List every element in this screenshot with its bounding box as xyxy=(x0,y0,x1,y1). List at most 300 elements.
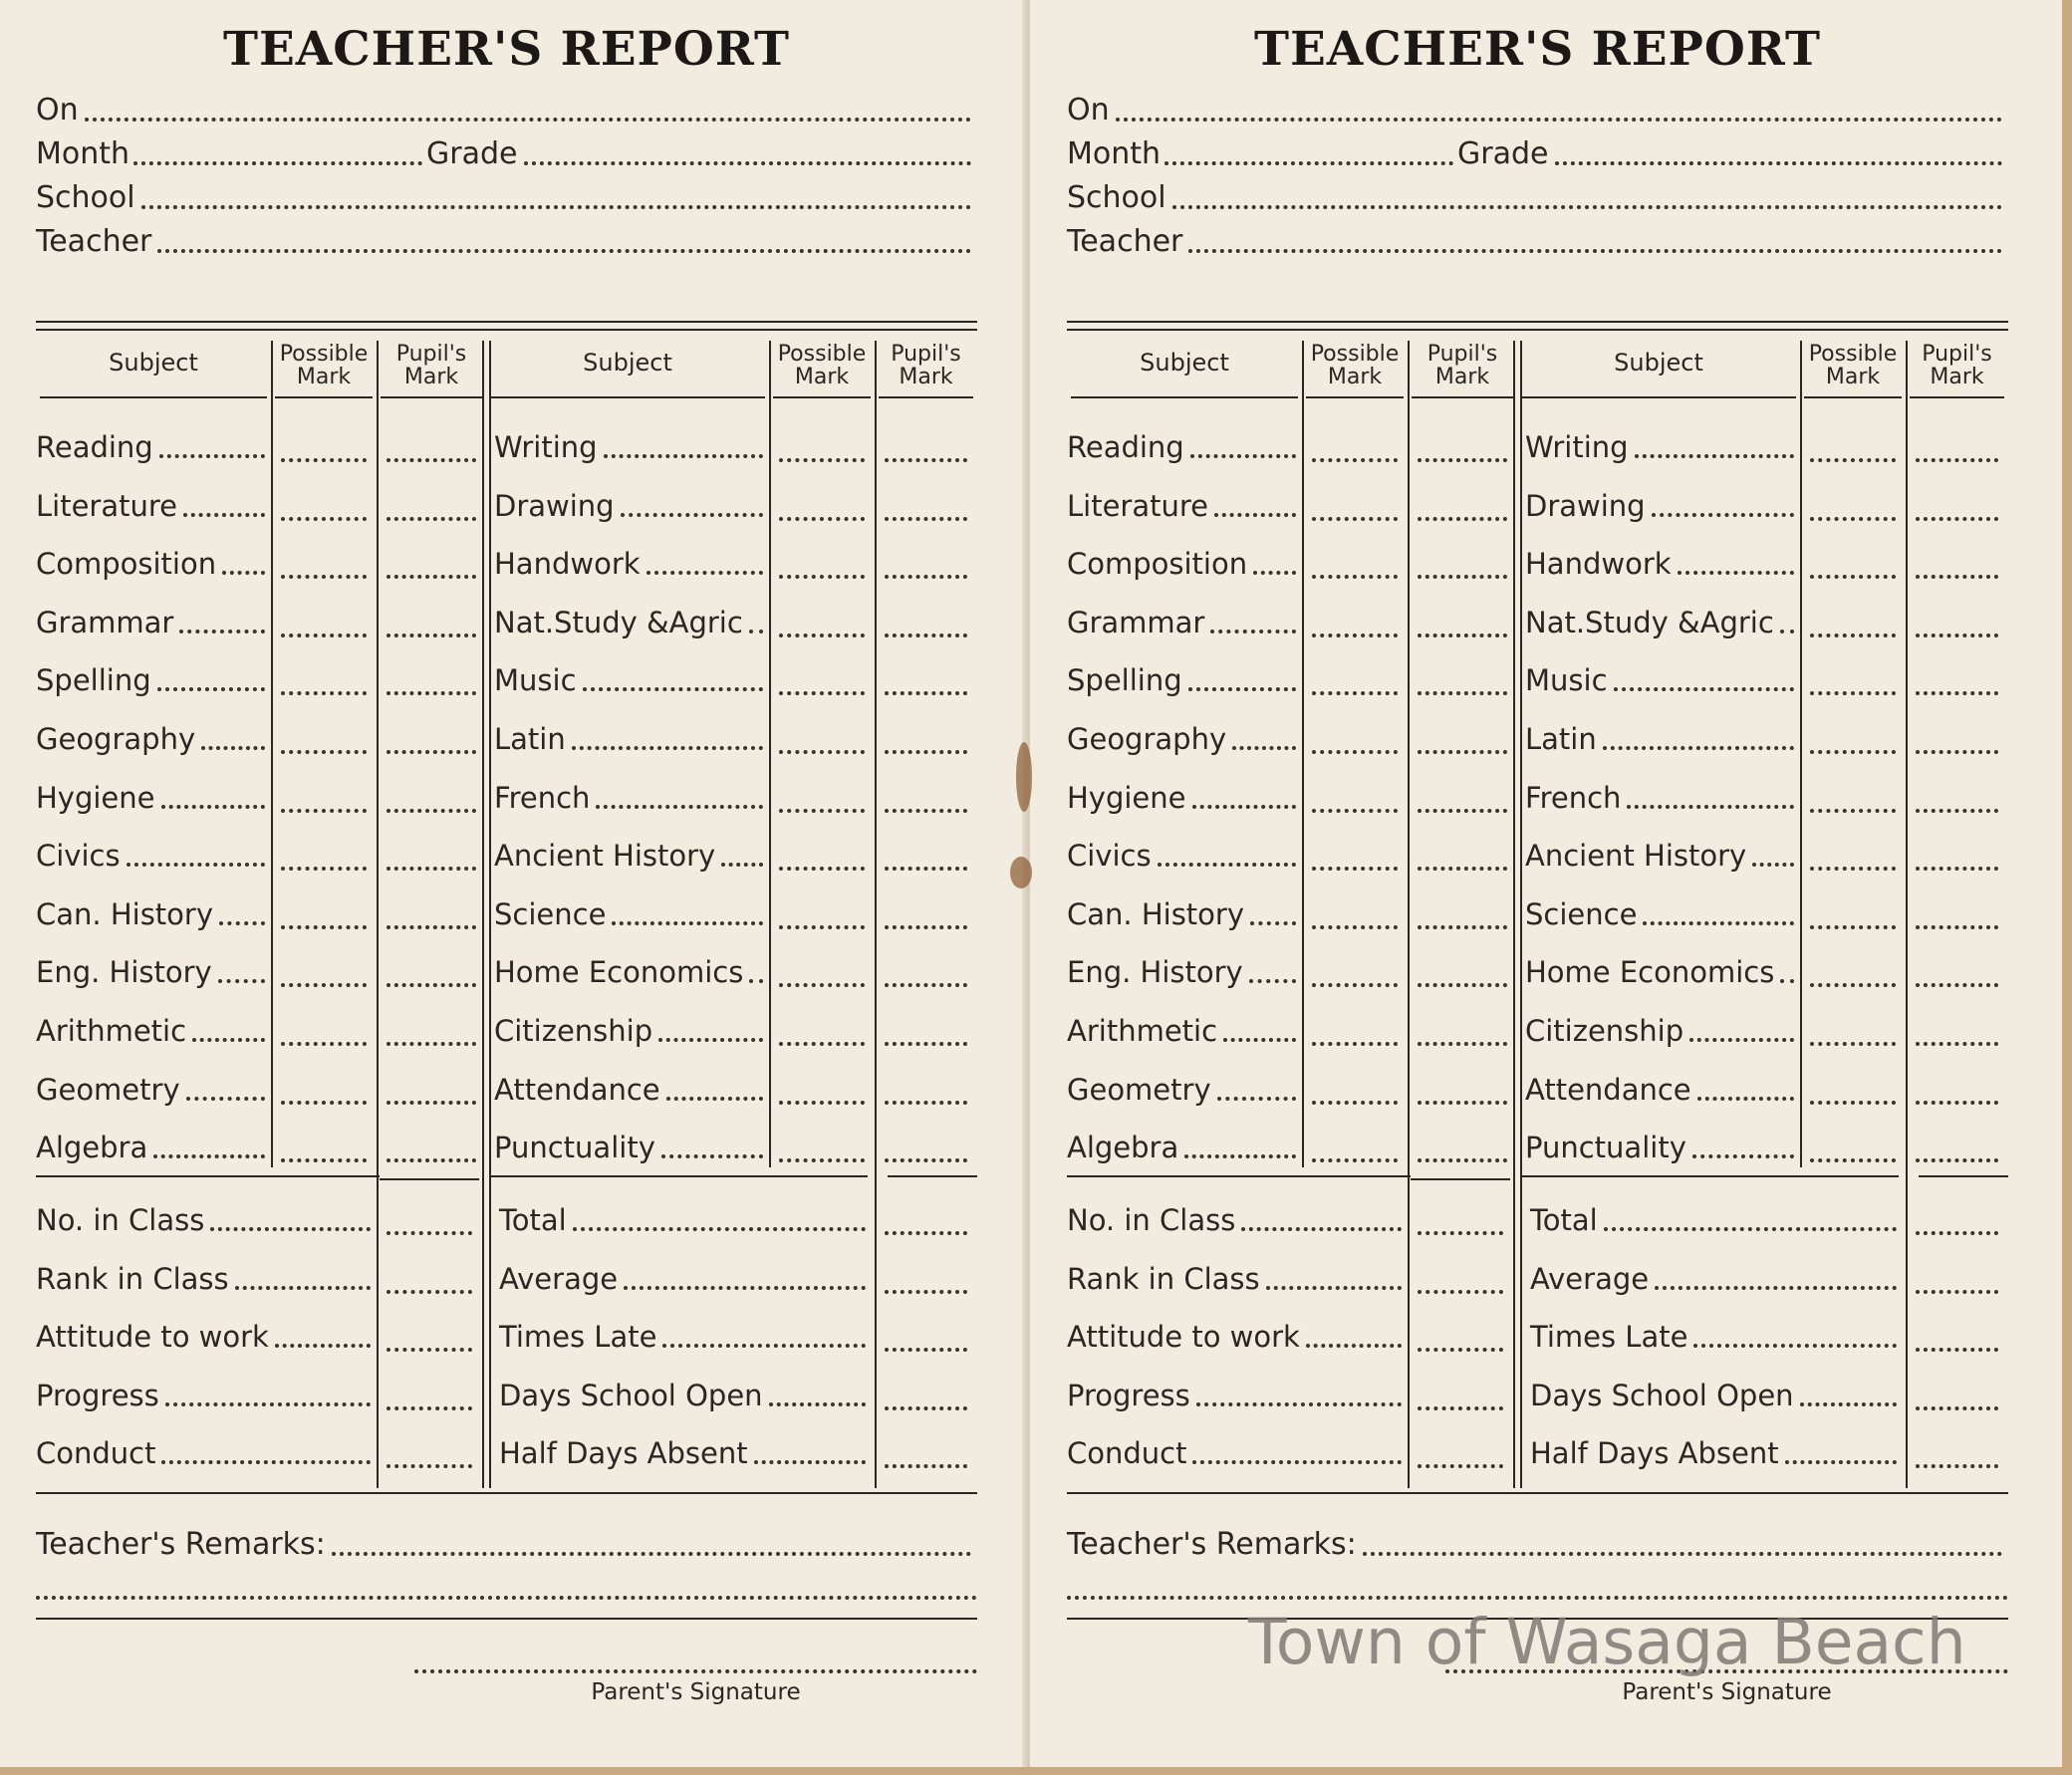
right-page xyxy=(1030,0,2062,1767)
subject-row-left-label: Reading xyxy=(1067,430,1184,464)
subject-row-left-label: Civics xyxy=(36,839,121,874)
subject-dot-leader xyxy=(1249,979,1296,983)
column-divider xyxy=(875,341,877,1488)
on-field xyxy=(1067,80,2008,126)
header-underline xyxy=(275,396,373,398)
subject-dot-leader xyxy=(218,979,265,983)
pupil-mark-blank xyxy=(1418,511,1507,521)
subject-row-right-label: Home Economics xyxy=(1525,955,1775,990)
subject-row-right xyxy=(1525,475,1794,521)
subject-row-right xyxy=(494,767,763,813)
summary-dot-leader xyxy=(1241,1227,1402,1231)
summary-value-blank xyxy=(1916,1342,1998,1352)
pupil-mark-blank xyxy=(387,1152,476,1162)
summary-label: Conduct xyxy=(36,1436,156,1470)
pupil-mark-blank xyxy=(885,628,967,637)
subject-row-left xyxy=(36,941,265,990)
pupil-mark-header-left xyxy=(1408,343,1517,388)
pupil-mark-blank xyxy=(1916,803,1998,813)
possible-mark-blank xyxy=(281,803,367,813)
summary-row-right xyxy=(499,1422,866,1468)
school-label: School xyxy=(36,180,135,215)
school-line xyxy=(1172,205,2002,209)
subject-row-right-label: Latin xyxy=(1525,722,1597,756)
possible-mark-blank xyxy=(779,452,865,462)
teacher-remarks-field xyxy=(1067,1514,2008,1560)
summary-label: Total xyxy=(1530,1203,1598,1237)
subject-row-left-label: Grammar xyxy=(1067,605,1205,639)
subject-dot-leader xyxy=(1184,1154,1296,1158)
possible-mark-blank xyxy=(1312,861,1398,871)
school-label: School xyxy=(1067,180,1166,215)
pupil-mark-blank xyxy=(387,977,476,987)
subject-row-left xyxy=(36,475,265,521)
subject-dot-leader xyxy=(1232,746,1296,750)
pupil-mark-blank xyxy=(1418,569,1507,579)
remarks-line-2 xyxy=(36,1590,977,1600)
subject-row-left xyxy=(1067,1059,1296,1105)
subject-row-left-label: Algebra xyxy=(36,1131,148,1165)
summary-value-blank xyxy=(387,1400,472,1410)
pupil-mark-header-left-line2: Mark xyxy=(1434,365,1490,390)
pupil-mark-blank xyxy=(885,511,967,521)
section-rule xyxy=(1067,1175,1411,1177)
summary-dot-leader xyxy=(165,1402,371,1406)
subject-row-left-label: Spelling xyxy=(1067,663,1182,698)
summary-dot-leader xyxy=(1266,1286,1402,1290)
subject-row-right xyxy=(494,1000,763,1046)
summary-dot-leader xyxy=(1306,1344,1402,1348)
subject-dot-leader xyxy=(1217,1097,1296,1101)
pupil-mark-blank xyxy=(387,685,476,695)
possible-mark-header-left xyxy=(1302,343,1408,388)
subject-row-left-label: Eng. History xyxy=(36,955,212,990)
subject-dot-leader xyxy=(1692,1154,1794,1158)
subject-row-left-label: Grammar xyxy=(36,605,174,639)
summary-value-blank xyxy=(387,1342,472,1352)
possible-mark-blank xyxy=(1312,744,1398,754)
pupil-mark-header-right xyxy=(875,343,977,388)
possible-mark-blank xyxy=(281,861,367,871)
subject-row-left xyxy=(36,416,265,462)
header-underline xyxy=(1521,396,1796,398)
subject-row-left xyxy=(1067,416,1296,462)
subject-row-left-label: Can. History xyxy=(36,896,214,931)
subject-dot-leader xyxy=(1780,630,1794,634)
subject-row-right-label: Home Economics xyxy=(494,955,744,990)
pupil-mark-header-left-line2: Mark xyxy=(403,365,459,390)
pupil-mark-blank xyxy=(387,1036,476,1046)
subject-dot-leader xyxy=(1190,454,1296,458)
subject-row-right-label: Citizenship xyxy=(494,1014,653,1048)
on-label: On xyxy=(1067,93,1110,127)
possible-mark-blank xyxy=(1312,511,1398,521)
subject-row-right xyxy=(1525,533,1794,582)
header-underline xyxy=(40,396,267,398)
subject-row-right xyxy=(1525,1000,1794,1046)
possible-mark-blank xyxy=(1810,1036,1896,1046)
pupil-mark-blank xyxy=(387,569,476,579)
pupil-mark-header-left-line1: Pupil's xyxy=(1426,342,1498,367)
section-rule xyxy=(36,1175,380,1177)
summary-value-blank xyxy=(387,1458,472,1468)
subject-row-right-label: Science xyxy=(494,896,607,931)
subject-dot-leader xyxy=(572,746,763,750)
summary-label: No. in Class xyxy=(36,1203,205,1237)
teacher-remarks-label: Teacher's Remarks: xyxy=(36,1527,326,1562)
possible-mark-blank xyxy=(779,569,865,579)
possible-mark-header-right-line2: Mark xyxy=(794,365,850,390)
section-rule xyxy=(1411,1178,1510,1180)
summary-dot-leader xyxy=(1192,1460,1402,1464)
subject-row-left xyxy=(1067,884,1296,929)
subject-row-right-label: Music xyxy=(494,663,577,698)
subject-row-right-label: Attendance xyxy=(494,1072,660,1107)
column-divider xyxy=(1520,341,1522,1488)
on-label: On xyxy=(36,93,79,127)
pupil-mark-blank xyxy=(885,685,967,695)
subject-row-right-label: Ancient History xyxy=(1525,839,1747,874)
possible-mark-blank xyxy=(779,685,865,695)
pupil-mark-blank xyxy=(1916,1036,1998,1046)
summary-row-right xyxy=(499,1306,866,1352)
subject-dot-leader xyxy=(1627,805,1794,809)
summary-dot-leader xyxy=(754,1460,866,1464)
summary-value-blank xyxy=(1916,1458,1998,1468)
section-rule xyxy=(380,1178,479,1180)
pupil-mark-blank xyxy=(387,511,476,521)
summary-row-left xyxy=(1067,1189,1402,1235)
subject-row-left-label: Reading xyxy=(36,430,153,464)
pupil-mark-blank xyxy=(1418,744,1507,754)
teacher-label: Teacher xyxy=(36,224,152,259)
pupil-mark-blank xyxy=(885,452,967,462)
subject-row-left xyxy=(36,1000,265,1046)
subject-row-left-label: Algebra xyxy=(1067,1131,1179,1165)
subject-row-left xyxy=(1067,649,1296,698)
parent-signature-label: Parent's Signature xyxy=(1622,1679,1832,1705)
summary-row-right xyxy=(1530,1248,1897,1294)
pupil-mark-header-right-line1: Pupil's xyxy=(1922,342,1992,367)
possible-mark-blank xyxy=(779,744,865,754)
section-rule xyxy=(1919,1175,2008,1177)
subject-dot-leader xyxy=(661,1154,763,1158)
subject-dot-leader xyxy=(1250,921,1296,925)
subject-dot-leader xyxy=(1253,571,1296,575)
pupil-mark-header-right-line2: Mark xyxy=(1930,365,1984,390)
subject-row-right-label: Nat.Study &Agric xyxy=(494,605,743,639)
subject-header-left: Subject xyxy=(109,349,198,377)
subject-row-right xyxy=(1525,941,1794,990)
pupil-mark-blank xyxy=(1916,744,1998,754)
possible-mark-header-right xyxy=(1800,343,1906,388)
summary-label: Times Late xyxy=(499,1320,657,1354)
subject-row-right xyxy=(494,941,763,990)
subject-row-right xyxy=(494,1117,763,1165)
possible-mark-blank xyxy=(281,628,367,637)
subject-row-left xyxy=(36,649,265,698)
month-line xyxy=(133,161,422,165)
column-divider xyxy=(1513,341,1515,1488)
pupil-mark-blank xyxy=(1418,1036,1507,1046)
summary-row-left xyxy=(1067,1365,1402,1410)
column-divider xyxy=(271,341,273,1167)
possible-mark-blank xyxy=(281,1036,367,1046)
summary-dot-leader xyxy=(573,1227,866,1231)
summary-row-right xyxy=(1530,1422,1897,1468)
header-rule xyxy=(36,329,977,331)
subject-row-right-label: Writing xyxy=(1525,430,1629,464)
summary-dot-leader xyxy=(624,1286,866,1290)
possible-mark-blank xyxy=(281,511,367,521)
summary-row-right xyxy=(1530,1189,1897,1235)
header-underline xyxy=(1804,396,1902,398)
pupil-mark-blank xyxy=(1916,685,1998,695)
pupil-mark-blank xyxy=(885,861,967,871)
possible-mark-blank xyxy=(779,803,865,813)
summary-value-blank xyxy=(885,1342,967,1352)
teacher-field xyxy=(36,211,977,257)
pupil-mark-blank xyxy=(885,1095,967,1105)
possible-mark-header-left xyxy=(271,343,377,388)
subject-dot-leader xyxy=(1158,863,1296,867)
summary-dot-leader xyxy=(1196,1402,1402,1406)
subject-row-left-label: Composition xyxy=(36,547,217,582)
summary-label: Attitude to work xyxy=(1067,1320,1300,1354)
subject-row-left-label: Hygiene xyxy=(1067,780,1186,815)
possible-mark-blank xyxy=(1312,803,1398,813)
summary-value-blank xyxy=(885,1284,967,1294)
possible-mark-blank xyxy=(1312,452,1398,462)
pupil-mark-blank xyxy=(1916,861,1998,871)
possible-mark-header-left-line2: Mark xyxy=(1327,365,1383,390)
possible-mark-blank xyxy=(779,1095,865,1105)
summary-dot-leader xyxy=(1800,1402,1897,1406)
possible-mark-blank xyxy=(281,1152,367,1162)
subject-row-right xyxy=(1525,825,1794,874)
pupil-mark-blank xyxy=(885,569,967,579)
subject-row-right xyxy=(1525,767,1794,813)
pupil-mark-blank xyxy=(1916,569,1998,579)
subject-dot-leader xyxy=(658,1038,763,1042)
subject-row-left xyxy=(36,1117,265,1165)
summary-label: Conduct xyxy=(1067,1436,1187,1470)
summary-row-left xyxy=(36,1306,371,1352)
summary-row-left xyxy=(36,1365,371,1410)
subject-row-left-label: Spelling xyxy=(36,663,151,698)
subject-row-right-label: Punctuality xyxy=(494,1131,655,1165)
subject-row-left-label: Geography xyxy=(1067,722,1227,756)
teacher-remarks-label: Teacher's Remarks: xyxy=(1067,1527,1357,1562)
header-underline xyxy=(1412,396,1513,398)
possible-mark-blank xyxy=(1810,628,1896,637)
school-field xyxy=(1067,167,2008,213)
section-rule xyxy=(1520,1175,1899,1177)
left-page xyxy=(0,0,1026,1767)
subject-row-left xyxy=(1067,825,1296,874)
pupil-mark-blank xyxy=(1916,628,1998,637)
possible-mark-blank xyxy=(1312,1152,1398,1162)
pupil-mark-blank xyxy=(885,1036,967,1046)
column-divider xyxy=(1408,341,1410,1488)
column-divider xyxy=(377,341,379,1488)
subject-dot-leader xyxy=(1188,687,1296,691)
summary-row-left xyxy=(36,1422,371,1468)
subject-dot-leader xyxy=(1752,863,1794,867)
summary-dot-leader xyxy=(235,1286,371,1290)
header-underline xyxy=(1910,396,2004,398)
possible-mark-blank xyxy=(779,511,865,521)
subject-row-left xyxy=(36,1059,265,1105)
teacher-remarks-field xyxy=(36,1514,977,1560)
possible-mark-blank xyxy=(779,1152,865,1162)
possible-mark-blank xyxy=(1312,977,1398,987)
subject-dot-leader xyxy=(1780,979,1794,983)
pupil-mark-blank xyxy=(387,452,476,462)
subject-row-right xyxy=(494,1059,763,1105)
subject-dot-leader xyxy=(127,863,265,867)
subject-dot-leader xyxy=(621,513,763,517)
pupil-mark-blank xyxy=(1418,685,1507,695)
subject-dot-leader xyxy=(1652,513,1794,517)
possible-mark-blank xyxy=(1810,861,1896,871)
report-title: TEACHER'S REPORT xyxy=(222,22,791,77)
summary-row-left xyxy=(1067,1248,1402,1294)
subject-row-left-label: Eng. History xyxy=(1067,955,1243,990)
pupil-mark-blank xyxy=(1916,977,1998,987)
subject-row-left xyxy=(1067,592,1296,637)
teacher-line xyxy=(1188,249,2002,253)
pupil-mark-blank xyxy=(885,919,967,929)
summary-label: Half Days Absent xyxy=(1530,1436,1779,1470)
possible-mark-blank xyxy=(1810,1152,1896,1162)
summary-label: Progress xyxy=(1067,1378,1190,1412)
pupil-mark-header-right xyxy=(1906,343,2008,388)
column-divider xyxy=(489,341,491,1488)
header-underline xyxy=(1071,396,1298,398)
pupil-mark-blank xyxy=(387,628,476,637)
pupil-mark-blank xyxy=(387,861,476,871)
subject-row-right-label: French xyxy=(494,780,591,815)
summary-value-blank xyxy=(885,1225,967,1235)
subject-row-right xyxy=(494,475,763,521)
subject-dot-leader xyxy=(666,1097,763,1101)
possible-mark-blank xyxy=(779,1036,865,1046)
summary-label: Attitude to work xyxy=(36,1320,269,1354)
possible-mark-blank xyxy=(1312,569,1398,579)
possible-mark-blank xyxy=(779,861,865,871)
subject-row-right xyxy=(494,884,763,929)
subject-dot-leader xyxy=(749,979,763,983)
subject-dot-leader xyxy=(222,571,265,575)
subject-row-right-label: French xyxy=(1525,780,1622,815)
subject-row-left xyxy=(36,533,265,582)
subject-dot-leader xyxy=(596,805,763,809)
subject-dot-leader xyxy=(1603,746,1794,750)
subject-row-left xyxy=(36,708,265,754)
pupil-mark-blank xyxy=(1418,628,1507,637)
subject-row-left xyxy=(1067,1117,1296,1165)
possible-mark-header-right xyxy=(769,343,875,388)
summary-value-blank xyxy=(1916,1400,1998,1410)
subject-row-right xyxy=(494,416,763,462)
pupil-mark-blank xyxy=(387,803,476,813)
summary-value-blank xyxy=(1418,1342,1503,1352)
subject-row-right-label: Latin xyxy=(494,722,566,756)
header-rule xyxy=(36,321,977,323)
subject-row-right-label: Writing xyxy=(494,430,598,464)
subject-row-left-label: Geometry xyxy=(1067,1072,1211,1107)
possible-mark-blank xyxy=(1810,452,1896,462)
possible-mark-blank xyxy=(779,977,865,987)
subject-row-right-label: Citizenship xyxy=(1525,1014,1684,1048)
possible-mark-blank xyxy=(1810,1095,1896,1105)
subject-dot-leader xyxy=(1210,630,1296,634)
stain-mark xyxy=(1010,857,1032,888)
pupil-mark-header-left xyxy=(377,343,486,388)
report-title: TEACHER'S REPORT xyxy=(1253,22,1822,77)
subject-row-left-label: Civics xyxy=(1067,839,1152,874)
pupil-mark-blank xyxy=(1418,803,1507,813)
teacher-line xyxy=(157,249,971,253)
header-rule xyxy=(1067,321,2008,323)
pupil-mark-header-right-line1: Pupil's xyxy=(891,342,961,367)
possible-mark-header-left-line1: Possible xyxy=(1310,342,1400,367)
pupil-mark-header-left-line1: Pupil's xyxy=(395,342,467,367)
month-grade-field xyxy=(36,124,977,169)
summary-dot-leader xyxy=(1693,1344,1897,1348)
subject-row-right-label: Attendance xyxy=(1525,1072,1691,1107)
possible-mark-blank xyxy=(1312,628,1398,637)
on-field xyxy=(36,80,977,126)
summary-label: Rank in Class xyxy=(1067,1261,1260,1296)
subject-row-left xyxy=(1067,1000,1296,1046)
subject-dot-leader xyxy=(583,687,763,691)
possible-mark-blank xyxy=(1312,1036,1398,1046)
summary-dot-leader xyxy=(1785,1460,1897,1464)
summary-row-right xyxy=(499,1189,866,1235)
section-rule xyxy=(36,1492,977,1494)
subject-row-left-label: Geography xyxy=(36,722,196,756)
subject-row-right xyxy=(494,592,763,637)
subject-row-left-label: Composition xyxy=(1067,547,1248,582)
pupil-mark-blank xyxy=(1916,1152,1998,1162)
possible-mark-blank xyxy=(281,569,367,579)
subject-dot-leader xyxy=(201,746,265,750)
subject-row-right-label: Science xyxy=(1525,896,1638,931)
subject-row-right-label: Punctuality xyxy=(1525,1131,1686,1165)
pupil-mark-blank xyxy=(885,803,967,813)
pupil-mark-blank xyxy=(885,977,967,987)
possible-mark-blank xyxy=(1810,511,1896,521)
pupil-mark-blank xyxy=(1916,919,1998,929)
subject-dot-leader xyxy=(749,630,763,634)
possible-mark-blank xyxy=(1810,919,1896,929)
pupil-mark-blank xyxy=(387,919,476,929)
subject-row-left xyxy=(36,767,265,813)
summary-label: Progress xyxy=(36,1378,159,1412)
header-rule xyxy=(1067,329,2008,331)
subject-header-right: Subject xyxy=(583,349,672,377)
possible-mark-blank xyxy=(281,919,367,929)
summary-label: Average xyxy=(499,1261,619,1296)
summary-value-blank xyxy=(1916,1225,1998,1235)
summary-label: Days School Open xyxy=(1530,1378,1794,1412)
subject-row-left-label: Arithmetic xyxy=(1067,1014,1218,1048)
pupil-mark-blank xyxy=(1916,452,1998,462)
header-underline xyxy=(879,396,973,398)
summary-row-left xyxy=(36,1248,371,1294)
